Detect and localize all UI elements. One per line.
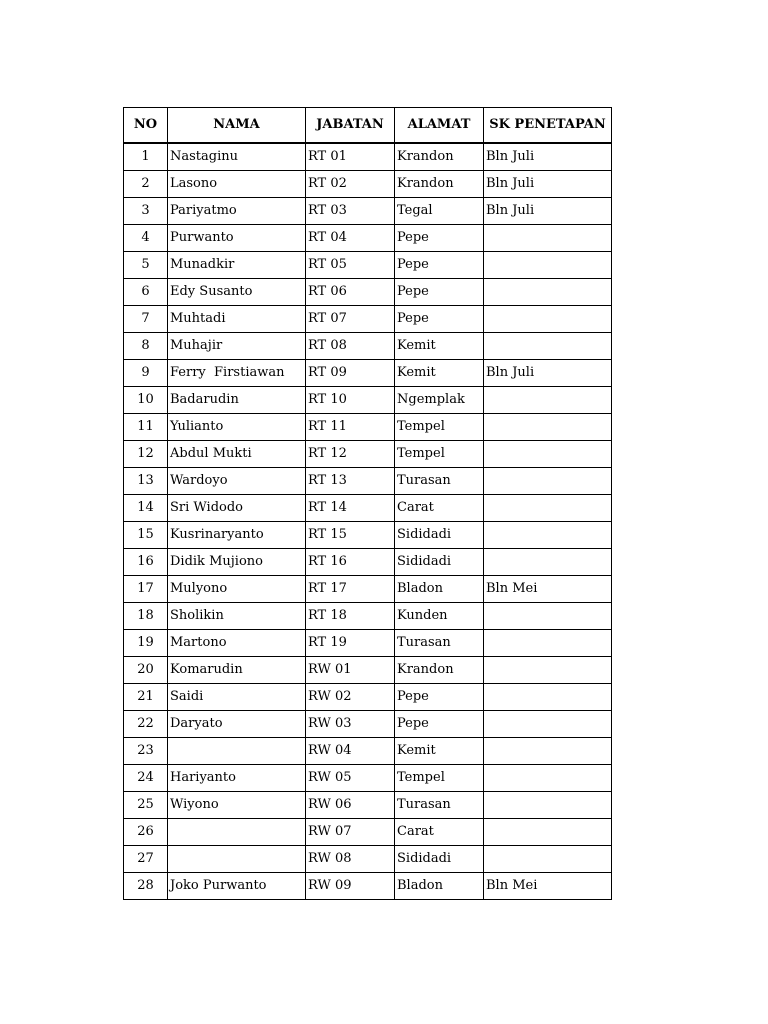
cell-nama (168, 819, 306, 846)
cell-nama: Daryato (168, 711, 306, 738)
table-row (124, 387, 612, 414)
table-row (124, 765, 612, 792)
cell-nama (168, 846, 306, 873)
cell-jabatan: RW 08 (306, 846, 395, 873)
cell-sk-penetapan (484, 549, 612, 576)
cell-alamat: Kemit (395, 333, 484, 360)
cell-nama: Mulyono (168, 576, 306, 603)
table-row (124, 198, 612, 225)
table-row (124, 171, 612, 198)
header-alamat: ALAMAT (395, 108, 484, 144)
cell-alamat: Kemit (395, 360, 484, 387)
cell-nama: Didik Mujiono (168, 549, 306, 576)
table-row (124, 792, 612, 819)
cell-sk-penetapan (484, 738, 612, 765)
table-row (124, 846, 612, 873)
cell-no: 10 (124, 387, 168, 414)
cell-nama: Joko Purwanto (168, 873, 306, 900)
cell-alamat: Ngemplak (395, 387, 484, 414)
cell-jabatan: RW 02 (306, 684, 395, 711)
cell-no: 28 (124, 873, 168, 900)
cell-nama: Sri Widodo (168, 495, 306, 522)
header-no: NO (124, 108, 168, 144)
table-row (124, 738, 612, 765)
cell-jabatan: RT 08 (306, 333, 395, 360)
cell-jabatan: RT 19 (306, 630, 395, 657)
cell-jabatan: RW 05 (306, 765, 395, 792)
table-row (124, 441, 612, 468)
table-row (124, 522, 612, 549)
cell-nama: Lasono (168, 171, 306, 198)
cell-alamat: Kemit (395, 738, 484, 765)
cell-alamat: Pepe (395, 225, 484, 252)
cell-sk-penetapan (484, 441, 612, 468)
cell-jabatan: RW 06 (306, 792, 395, 819)
cell-sk-penetapan (484, 252, 612, 279)
cell-alamat: Krandon (395, 657, 484, 684)
officials-table (123, 107, 612, 900)
cell-sk-penetapan (484, 468, 612, 495)
cell-nama: Purwanto (168, 225, 306, 252)
cell-alamat: Sididadi (395, 522, 484, 549)
cell-nama: Martono (168, 630, 306, 657)
cell-sk-penetapan (484, 414, 612, 441)
header-jabatan: JABATAN (306, 108, 395, 144)
table-row (124, 630, 612, 657)
cell-no: 5 (124, 252, 168, 279)
cell-sk-penetapan: Bln Juli (484, 171, 612, 198)
cell-jabatan: RT 05 (306, 252, 395, 279)
cell-jabatan: RT 11 (306, 414, 395, 441)
cell-jabatan: RT 03 (306, 198, 395, 225)
table-row (124, 306, 612, 333)
cell-alamat: Carat (395, 495, 484, 522)
cell-sk-penetapan (484, 657, 612, 684)
cell-jabatan: RW 03 (306, 711, 395, 738)
table-row (124, 333, 612, 360)
table-row (124, 711, 612, 738)
cell-sk-penetapan (484, 522, 612, 549)
cell-jabatan: RW 09 (306, 873, 395, 900)
table-body (124, 143, 612, 900)
cell-nama (168, 738, 306, 765)
cell-alamat: Kunden (395, 603, 484, 630)
cell-no: 4 (124, 225, 168, 252)
cell-no: 23 (124, 738, 168, 765)
cell-alamat: Pepe (395, 306, 484, 333)
cell-sk-penetapan: Bln Juli (484, 143, 612, 171)
cell-alamat: Tempel (395, 441, 484, 468)
cell-alamat: Turasan (395, 630, 484, 657)
table-row (124, 360, 612, 387)
header-sk-penetapan: SK PENETAPAN (484, 108, 612, 144)
cell-sk-penetapan (484, 846, 612, 873)
cell-nama: Muhajir (168, 333, 306, 360)
cell-jabatan: RW 01 (306, 657, 395, 684)
cell-no: 15 (124, 522, 168, 549)
cell-alamat: Turasan (395, 792, 484, 819)
cell-sk-penetapan (484, 306, 612, 333)
cell-sk-penetapan (484, 387, 612, 414)
cell-no: 16 (124, 549, 168, 576)
cell-no: 27 (124, 846, 168, 873)
cell-alamat: Bladon (395, 873, 484, 900)
cell-jabatan: RT 16 (306, 549, 395, 576)
cell-nama: Yulianto (168, 414, 306, 441)
cell-no: 11 (124, 414, 168, 441)
cell-sk-penetapan: Bln Juli (484, 198, 612, 225)
cell-no: 17 (124, 576, 168, 603)
cell-no: 12 (124, 441, 168, 468)
cell-no: 13 (124, 468, 168, 495)
cell-alamat: Pepe (395, 684, 484, 711)
cell-sk-penetapan: Bln Mei (484, 873, 612, 900)
cell-nama: Sholikin (168, 603, 306, 630)
cell-no: 14 (124, 495, 168, 522)
cell-sk-penetapan (484, 765, 612, 792)
cell-jabatan: RT 01 (306, 143, 395, 171)
cell-jabatan: RT 09 (306, 360, 395, 387)
cell-no: 18 (124, 603, 168, 630)
cell-no: 20 (124, 657, 168, 684)
cell-alamat: Pepe (395, 711, 484, 738)
cell-no: 2 (124, 171, 168, 198)
table-header (124, 108, 612, 144)
table-row (124, 495, 612, 522)
table-row (124, 684, 612, 711)
cell-jabatan: RT 15 (306, 522, 395, 549)
cell-jabatan: RT 07 (306, 306, 395, 333)
table-row (124, 873, 612, 900)
cell-jabatan: RT 12 (306, 441, 395, 468)
table-row (124, 279, 612, 306)
cell-alamat: Bladon (395, 576, 484, 603)
cell-no: 24 (124, 765, 168, 792)
cell-no: 8 (124, 333, 168, 360)
cell-nama: Munadkir (168, 252, 306, 279)
cell-jabatan: RT 04 (306, 225, 395, 252)
table-row (124, 549, 612, 576)
cell-nama: Pariyatmo (168, 198, 306, 225)
cell-nama: Abdul Mukti (168, 441, 306, 468)
table-row (124, 252, 612, 279)
table-row (124, 225, 612, 252)
table-row (124, 819, 612, 846)
cell-jabatan: RT 14 (306, 495, 395, 522)
cell-sk-penetapan: Bln Mei (484, 576, 612, 603)
cell-nama: Hariyanto (168, 765, 306, 792)
header-row (124, 108, 612, 144)
cell-nama: Muhtadi (168, 306, 306, 333)
cell-sk-penetapan (484, 333, 612, 360)
cell-sk-penetapan (484, 684, 612, 711)
cell-nama: Komarudin (168, 657, 306, 684)
table-row (124, 657, 612, 684)
cell-sk-penetapan (484, 711, 612, 738)
cell-jabatan: RT 17 (306, 576, 395, 603)
cell-jabatan: RT 18 (306, 603, 395, 630)
cell-jabatan: RW 04 (306, 738, 395, 765)
cell-alamat: Krandon (395, 171, 484, 198)
cell-no: 26 (124, 819, 168, 846)
cell-sk-penetapan (484, 819, 612, 846)
cell-no: 19 (124, 630, 168, 657)
cell-nama: Nastaginu (168, 143, 306, 171)
cell-no: 7 (124, 306, 168, 333)
cell-alamat: Turasan (395, 468, 484, 495)
cell-alamat: Carat (395, 819, 484, 846)
cell-sk-penetapan (484, 603, 612, 630)
cell-jabatan: RT 02 (306, 171, 395, 198)
cell-no: 1 (124, 143, 168, 171)
cell-no: 6 (124, 279, 168, 306)
cell-alamat: Pepe (395, 279, 484, 306)
header-nama: NAMA (168, 108, 306, 144)
cell-no: 25 (124, 792, 168, 819)
cell-jabatan: RT 06 (306, 279, 395, 306)
cell-nama: Kusrinaryanto (168, 522, 306, 549)
cell-sk-penetapan (484, 495, 612, 522)
cell-alamat: Pepe (395, 252, 484, 279)
cell-alamat: Sididadi (395, 549, 484, 576)
cell-no: 21 (124, 684, 168, 711)
table-row (124, 603, 612, 630)
cell-sk-penetapan (484, 279, 612, 306)
cell-jabatan: RT 13 (306, 468, 395, 495)
cell-nama: Edy Susanto (168, 279, 306, 306)
table-row (124, 143, 612, 171)
cell-alamat: Tempel (395, 414, 484, 441)
cell-nama: Saidi (168, 684, 306, 711)
cell-jabatan: RT 10 (306, 387, 395, 414)
cell-alamat: Tempel (395, 765, 484, 792)
cell-no: 22 (124, 711, 168, 738)
table-row (124, 414, 612, 441)
table-row (124, 576, 612, 603)
cell-nama: Badarudin (168, 387, 306, 414)
cell-nama: Wardoyo (168, 468, 306, 495)
cell-nama: Wiyono (168, 792, 306, 819)
cell-no: 3 (124, 198, 168, 225)
cell-no: 9 (124, 360, 168, 387)
cell-sk-penetapan (484, 630, 612, 657)
cell-alamat: Krandon (395, 143, 484, 171)
cell-jabatan: RW 07 (306, 819, 395, 846)
cell-sk-penetapan (484, 792, 612, 819)
table-row (124, 468, 612, 495)
cell-alamat: Tegal (395, 198, 484, 225)
cell-nama: Ferry Firstiawan (168, 360, 306, 387)
cell-sk-penetapan (484, 225, 612, 252)
cell-alamat: Sididadi (395, 846, 484, 873)
cell-sk-penetapan: Bln Juli (484, 360, 612, 387)
